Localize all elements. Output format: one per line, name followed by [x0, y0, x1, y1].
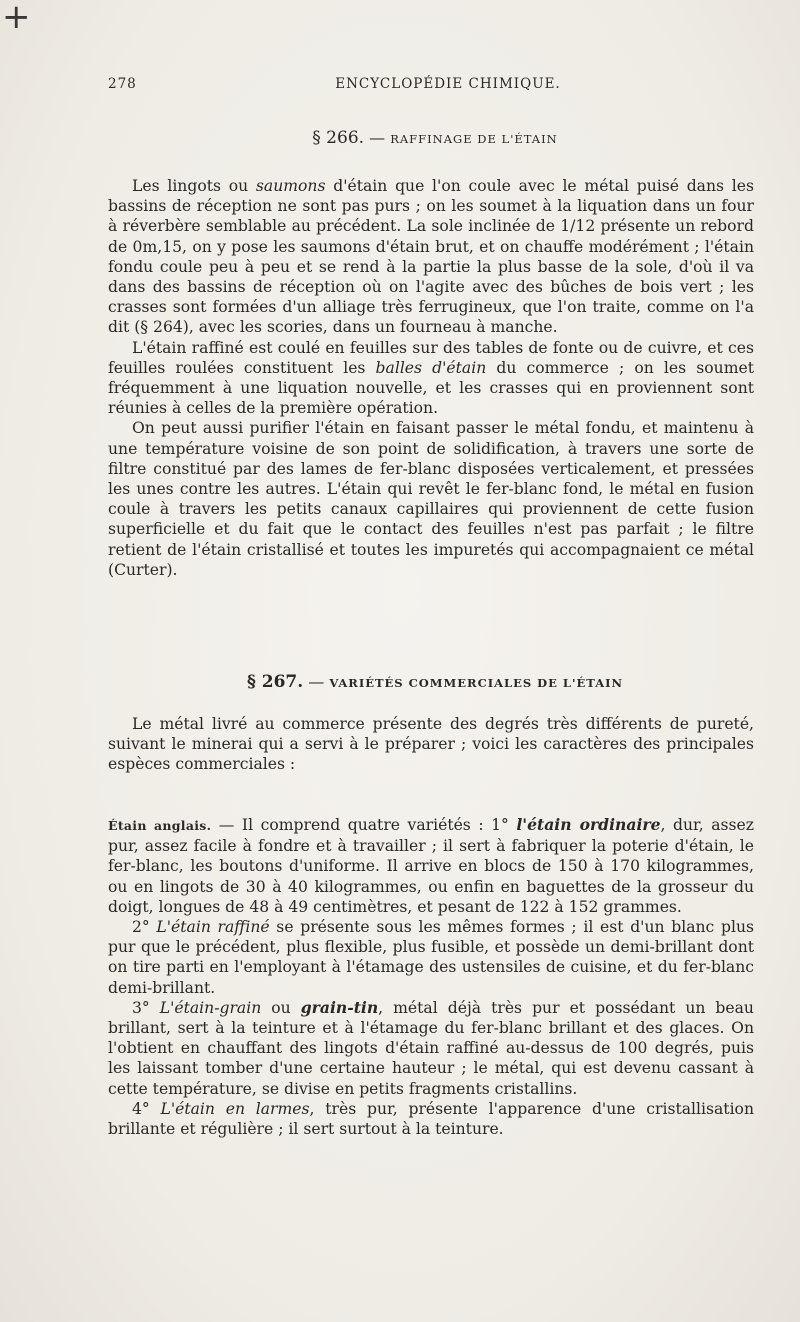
paragraph-etain-larmes: [108, 1099, 754, 1139]
italic-term: L'étain en larmes: [160, 1099, 310, 1118]
italic-term: grain-tin: [300, 997, 379, 1017]
italic-term: l'étain ordinaire: [516, 815, 661, 834]
paragraph-intro: Le métal livré au commerce présente des degrés très différents de pureté, suivant le minerai qui a servi à le préparer ; voici les caractères des principales espèces commerciales :: [108, 715, 754, 774]
section-267-title: VARIÉTÉS COMMERCIALES DE L'ÉTAIN: [329, 676, 624, 690]
running-title: ENCYCLOPÉDIE CHIMIQUE.: [335, 76, 561, 92]
paragraph-balles: [108, 338, 754, 419]
section-267-intro: [108, 714, 754, 775]
variety-number: 4°: [132, 1099, 161, 1118]
page-number: 278: [108, 76, 137, 92]
paragraph-filtre: On peut aussi purifier l'étain en faisant passer le métal fondu, et maintenu à une température voisine de son point de solidification, à travers une sorte de filtre constitué par des lames de fer-blanc disposées verticalement, et pressées les unes contre les autres. L'étain qui revêt le fer-blanc fond, le métal en fusion coule à travers les petits canaux capillaires qui proviennent de cette fusion superficielle et du fait que le contact des feuilles n'est pas parfait ; le filtre retient de l'étain cristallisé et toutes les impuretés qui accompagnaient ce métal (Curter).: [108, 419, 754, 579]
paragraph-etain-grain: [108, 998, 754, 1099]
variety-number: 3°: [132, 998, 160, 1017]
section-266-body: [108, 176, 754, 580]
section-267-varieties: [108, 815, 754, 1139]
section-267-dash: —: [303, 672, 330, 691]
paragraph-text: , métal déjà très pur et possédant un beau brillant, sert à la teinture et à l'étamage du fer-blanc brillant et des glaces. On l'obtient en chauffant des lingots d'étain raffiné au-dessus de 100 degrés, puis les laissant tomber d'une certaine hauteur ; le métal, qui est devenu cassant à cette température, se divise en petits fragments cristallins.: [108, 998, 754, 1098]
italic-term: L'étain-grain: [159, 998, 262, 1017]
section-266-dash: —: [364, 128, 391, 147]
section-266-title: RAFFINAGE DE L'ÉTAIN: [390, 132, 558, 146]
italic-term: L'étain raffiné: [156, 918, 270, 937]
paragraph-text: ou: [261, 998, 301, 1017]
paragraph-text: , dur, assez pur, assez facile à fondre et à travailler ; il sert à fabriquer la poterie d'étain, le fer-blanc, les boutons d'uniforme. Il arrive en blocs de 150 à 170 kilogrammes, ou en lingots de 30 à 40 kilogrammes, ou enfin en baguettes de la grosseur du doigt, longues de 48 à 49 centimètres, et pesant de 122 à 152 grammes.: [108, 816, 755, 916]
registration-mark: +: [2, 0, 31, 37]
paragraph-saumons: [108, 176, 754, 338]
italic-term: saumons: [255, 177, 326, 195]
paragraph-text: — Il comprend quatre variétés : 1°: [211, 816, 517, 834]
running-head: [108, 76, 758, 96]
section-267-number: § 267.: [246, 672, 304, 692]
italic-term: balles d'étain: [375, 358, 487, 377]
paragraph-etain-anglais: [108, 815, 754, 917]
section-266-number: § 266.: [312, 128, 365, 148]
paragraph-text: Les lingots ou: [132, 177, 256, 195]
paragraph-text: du commerce ; on les soumet fréquemment à une liquation nouvelle, et les crasses qui en proviennent sont réunies à celles de la première opération.: [108, 358, 754, 418]
section-267-heading: [108, 672, 762, 693]
paragraph-text: L'étain raffiné est coulé en feuilles sur des tables de fonte ou de cuivre, et ces feuilles roulées constituent les: [108, 338, 754, 377]
paragraph-etain-raffine: [108, 917, 754, 998]
variety-number: 2°: [132, 918, 157, 937]
paragraph-text: , très pur, présente l'apparence d'une cristallisation brillante et régulière ; il sert surtout à la teinture.: [108, 1099, 754, 1139]
section-266-heading: [108, 128, 762, 149]
paragraph-text: se présente sous les mêmes formes ; il est d'un blanc plus pur que le précédent, plus flexible, plus fusible, et possède un demi-brillant dont on tire parti en l'employant à l'étamage des ustensiles de cuisine, et du fer-blanc demi-brillant.: [108, 918, 754, 997]
paragraph-text: d'étain que l'on coule avec le métal puisé dans les bassins de réception ne sont pas purs ; on les soumet à la liquation dans un four à réverbère semblable au précédent. La sole inclinée de 1/12 présente un rebord de 0m,15, on y pose les saumons d'étain brut, et on chauffe modérément ; l'étain fondu coule peu à peu et se rend à la partie la plus basse de la sole, d'où il va dans des bassins de réception où on l'agite avec des bûches de bois vert ; les crasses sont formées d'un alliage très ferrugineux, que l'on traite, comme on l'a dit (§ 264), avec les scories, dans un fourneau à manche.: [108, 177, 754, 337]
run-in-heading: Étain anglais.: [108, 818, 212, 833]
